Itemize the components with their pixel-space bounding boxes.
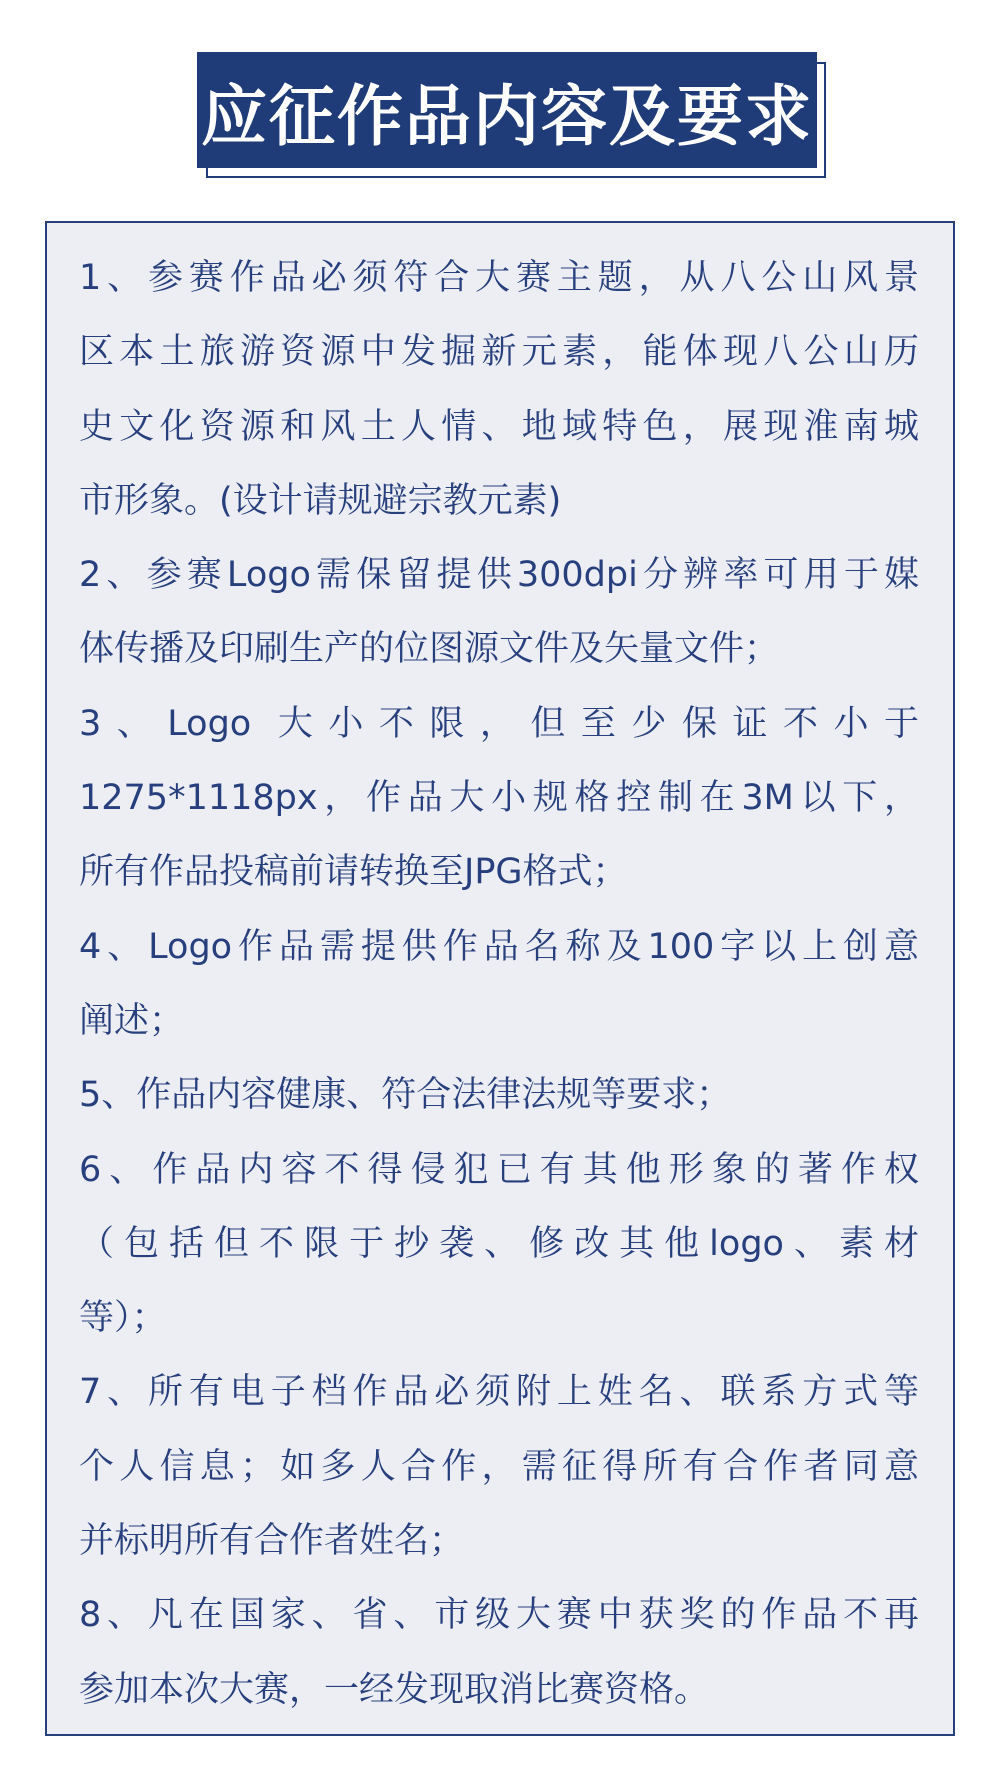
requirement-line: 4、Logo作品需提供作品名称及100字以上创意 [79, 926, 919, 967]
requirement-line: 并标明所有合作者姓名； [79, 1521, 465, 1562]
requirement-line: 6、作品内容不得侵犯已有其他形象的著作权 [79, 1149, 919, 1190]
title-banner [197, 52, 821, 174]
requirement-line: 7、所有电子档作品必须附上姓名、联系方式等 [79, 1372, 919, 1413]
requirement-line: 体传播及印刷生产的位图源文件及矢量文件； [79, 629, 780, 670]
requirements-box [45, 221, 955, 1736]
page-title: 应征作品内容及要求 [201, 77, 813, 155]
requirement-line: 3、Logo 大小不限，但至少保证不小于 [79, 703, 919, 744]
requirement-line: 区本土旅游资源中发掘新元素，能体现八公山历 [79, 332, 919, 373]
requirement-line: 阐述； [79, 1000, 185, 1041]
requirement-line: 8、凡在国家、省、市级大赛中获奖的作品不再 [79, 1595, 919, 1636]
requirement-line: 参加本次大赛，一经发现取消比赛资格。 [79, 1669, 710, 1710]
requirement-line: （包括但不限于抄袭、修改其他logo、素材 [79, 1223, 919, 1264]
requirement-line: 1、参赛作品必须符合大赛主题，从八公山风景 [79, 258, 919, 298]
title-banner-box [197, 52, 817, 168]
requirement-line: 史文化资源和风土人情、地域特色，展现淮南城 [79, 406, 919, 447]
requirement-line: 等）； [79, 1298, 167, 1339]
requirement-line: 2、参赛Logo需保留提供300dpi分辨率可用于媒 [79, 555, 919, 596]
requirement-line: 所有作品投稿前请转换至JPG格式； [79, 852, 628, 893]
requirements-text [79, 241, 919, 1727]
requirement-line: 1275*1118px，作品大小规格控制在3M以下， [79, 778, 919, 819]
requirement-line: 市形象。(设计请规避宗教元素) [79, 480, 562, 521]
requirement-line: 5、作品内容健康、符合法律法规等要求； [79, 1075, 732, 1116]
requirement-line: 个人信息；如多人合作，需征得所有合作者同意 [79, 1446, 919, 1487]
